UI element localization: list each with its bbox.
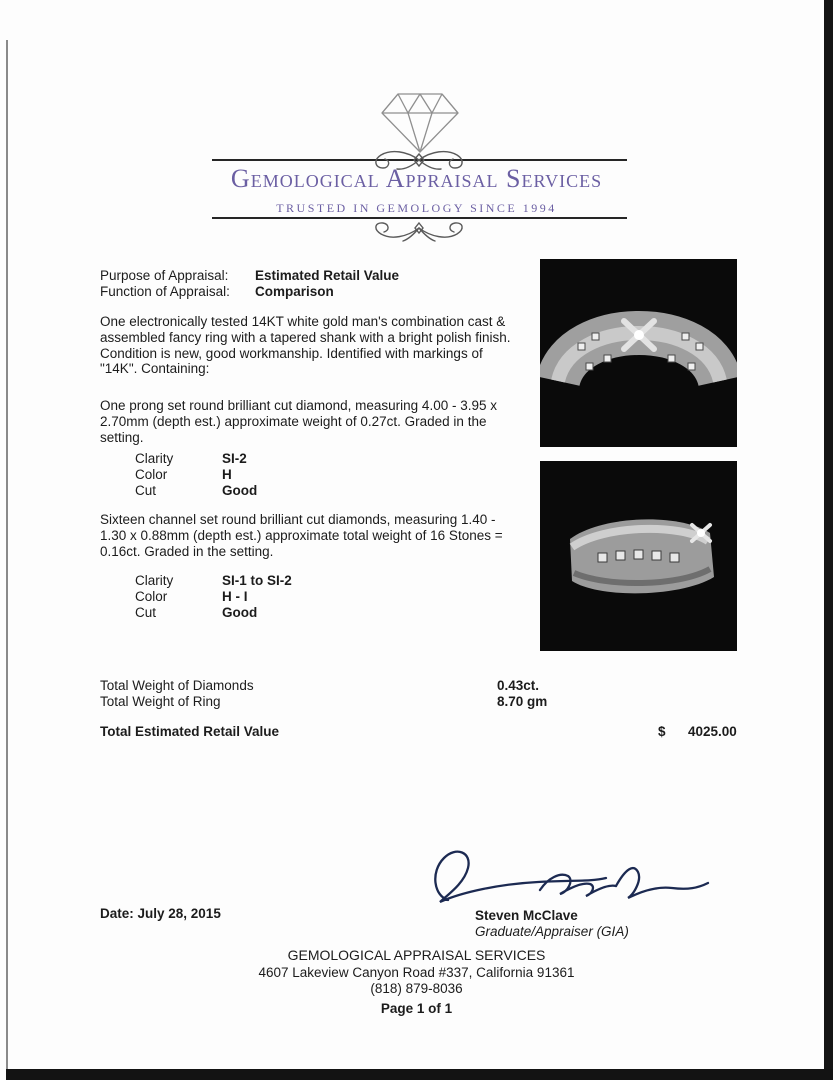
total-weight-diamonds-row [100,678,760,694]
stone1-clarity-row [135,451,455,467]
retail-currency: $ [658,724,666,739]
header-rule-bottom [212,217,627,219]
company-tagline [0,199,833,217]
scan-edge-left [6,40,8,1080]
total-weight-ring-value: 8.70 gm [497,694,548,709]
footer-address: 4607 Lakeview Canyon Road #337, California 91361 [258,965,575,980]
stone2-description: Sixteen channel set round brilliant cut diamonds, measuring 1.40 - 1.30 x 0.88mm (depth est.) approximate total weight of 16 Stones = 0.16ct. Graded in the setting. [100,512,503,559]
company-title [0,164,833,194]
stone1-color-row [135,467,455,483]
total-weight-diamonds-value: 0.43ct. [497,678,540,693]
purpose-value: Estimated Retail Value [255,268,400,283]
appraisal-date: Date: July 28, 2015 [100,906,221,921]
function-label: Function of Appraisal: [100,284,230,299]
grade-value: H - I [222,589,248,604]
footer-page-number: Page 1 of 1 [380,1001,453,1016]
diamond-logo-icon [381,92,459,154]
grade-value: Good [222,483,258,498]
appraiser-name: Steven McClave [475,908,578,923]
ring-side-view-illustration [540,461,737,651]
ring-top-view-illustration [540,259,737,447]
grade-value: SI-2 [222,451,247,466]
grade-label: Cut [135,605,157,620]
ring-description-paragraph: One electronically tested 14KT white gold man's combination cast & assembled fancy ring with a tapered shank with a bright polish finish. Condition is new, good workmanship. Identified with markings of "14K". Containing: [100,314,511,377]
total-weight-diamonds-label: Total Weight of Diamonds [100,678,254,693]
stone2-cut-row [135,605,455,621]
function-value: Comparison [255,284,334,299]
total-weight-ring-label: Total Weight of Ring [100,694,221,709]
purpose-label: Purpose of Appraisal: [100,268,229,283]
company-tagline-text: TRUSTED IN GEMOLOGY SINCE 1994 [276,201,557,215]
appraiser-title: Graduate/Appraiser (GIA) [475,924,629,939]
grade-value: SI-1 to SI-2 [222,573,292,588]
ring-photo-top [540,259,737,447]
retail-value-label: Total Estimated Retail Value [100,724,280,739]
grade-label: Color [135,467,168,482]
company-title-text: Gemological Appraisal Services [230,164,603,193]
scan-edge-right [824,0,833,1080]
grade-value: H [222,467,232,482]
ring-photo-side [540,461,737,651]
retail-value: 4025.00 [688,724,737,739]
grade-label: Clarity [135,451,174,466]
total-weight-ring-row [100,694,760,710]
grade-label: Clarity [135,573,174,588]
scan-edge-bottom [6,1069,833,1080]
stone2-clarity-row [135,573,455,589]
grade-label: Color [135,589,168,604]
stone2-color-row [135,589,455,605]
footer-company: GEMOLOGICAL APPRAISAL SERVICES [287,947,546,963]
header-flourish-bottom-icon [359,220,479,246]
stone1-cut-row [135,483,455,499]
grade-label: Cut [135,483,157,498]
stone1-description: One prong set round brilliant cut diamond, measuring 4.00 - 3.95 x 2.70mm (depth est.) approximate weight of 0.27ct. Graded in the setting. [100,398,497,445]
grade-value: Good [222,605,258,620]
footer-phone: (818) 879-8036 [370,981,463,996]
